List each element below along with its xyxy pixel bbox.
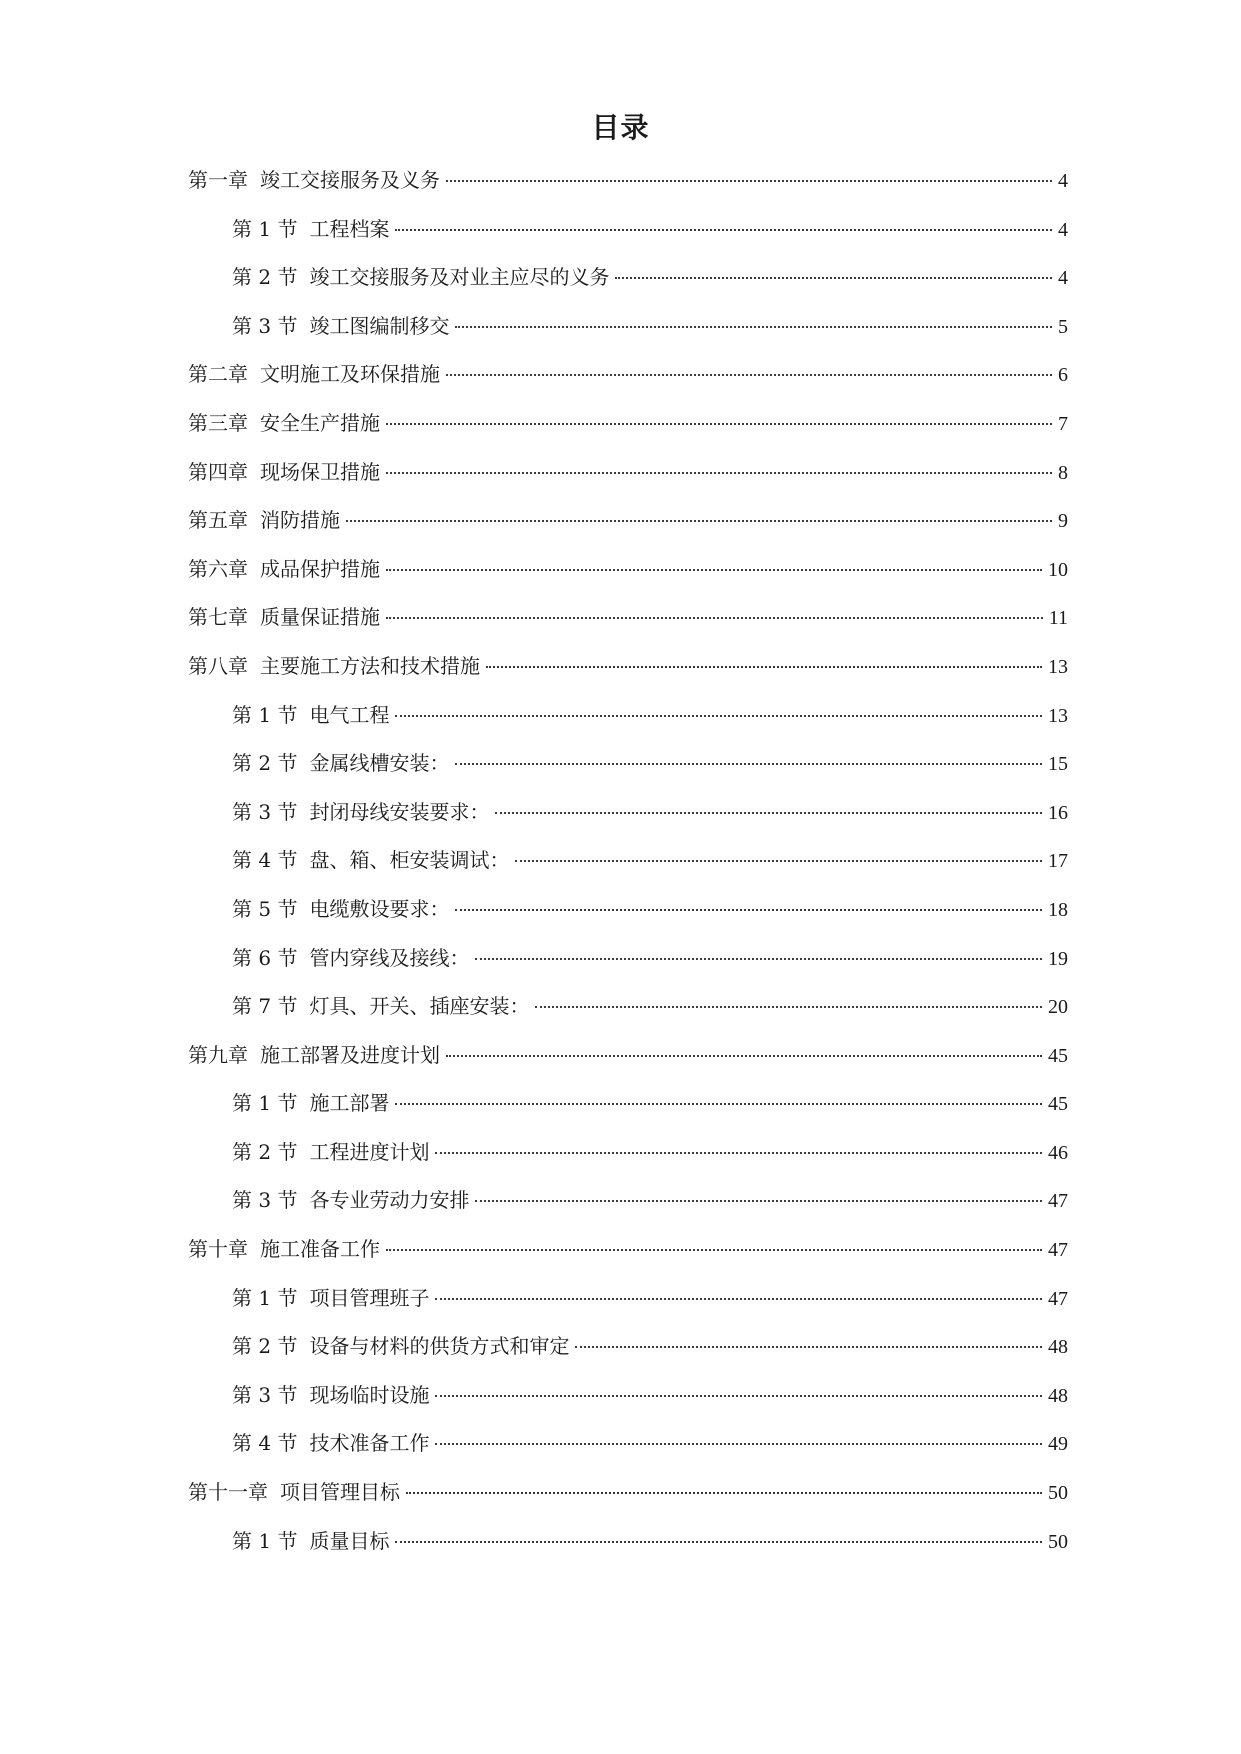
toc-entry-title: 安全生产措施: [260, 410, 380, 435]
dot-leader: [435, 1395, 1042, 1397]
dot-leader: [446, 374, 1052, 376]
toc-section-entry[interactable]: [188, 1429, 1068, 1478]
toc-entry-title: 管内穿线及接线：: [309, 945, 470, 970]
toc-entry-number: 第 2 节: [232, 265, 298, 290]
dot-leader: [395, 715, 1042, 717]
dot-leader: [455, 763, 1042, 765]
dot-leader: [346, 520, 1052, 522]
toc-entry-number: 第二章: [188, 362, 248, 387]
dot-leader: [515, 860, 1042, 862]
toc-entry-title: 施工部署: [309, 1091, 390, 1116]
dot-leader: [386, 472, 1052, 474]
toc-entry-title: 现场临时设施: [309, 1382, 430, 1407]
dot-leader: [455, 326, 1052, 328]
toc-entry-page-number: 13: [1048, 655, 1068, 678]
toc-entry-page-number: 47: [1048, 1239, 1068, 1262]
toc-entry-number: 第 1 节: [232, 1285, 298, 1310]
toc-chapter-entry[interactable]: [188, 506, 1068, 555]
dot-leader: [446, 180, 1052, 182]
toc-entry-page-number: 11: [1048, 607, 1068, 630]
dot-leader: [386, 617, 1043, 619]
toc-entry-title: 盘、箱、柜安装调试：: [309, 848, 510, 873]
toc-entry-number: 第 5 节: [232, 896, 298, 921]
toc-entry-page-number: 6: [1058, 364, 1068, 387]
toc-entry-number: 第 6 节: [232, 945, 298, 970]
toc-entry-number: 第 2 节: [232, 1139, 298, 1164]
toc-section-entry[interactable]: [188, 701, 1068, 750]
toc-entry-title: 消防措施: [260, 508, 340, 533]
toc-entry-number: 第五章: [188, 508, 248, 533]
toc-entry-number: 第 2 节: [232, 1334, 298, 1359]
toc-entry-number: 第 7 节: [232, 994, 298, 1019]
toc-entry-page-number: 48: [1048, 1384, 1068, 1407]
dot-leader: [395, 229, 1052, 231]
toc-entry-number: 第 1 节: [232, 702, 298, 727]
toc-entry-page-number: 4: [1058, 267, 1068, 290]
toc-entry-number: 第四章: [188, 459, 248, 484]
toc-entry-title: 项目管理班子: [309, 1285, 430, 1310]
toc-entry-title: 封闭母线安装要求：: [309, 799, 490, 824]
toc-entry-title: 金属线槽安装：: [309, 751, 450, 776]
toc-chapter-entry[interactable]: [188, 1478, 1068, 1527]
dot-leader: [615, 277, 1052, 279]
toc-section-entry[interactable]: [188, 1186, 1068, 1235]
dot-leader: [395, 1103, 1042, 1105]
toc-entry-number: 第 4 节: [232, 848, 298, 873]
dot-leader: [475, 1200, 1042, 1202]
toc-section-entry[interactable]: [188, 1089, 1068, 1138]
toc-entry-number: 第 3 节: [232, 313, 298, 338]
toc-section-entry[interactable]: [188, 992, 1068, 1041]
toc-section-entry[interactable]: [188, 846, 1068, 895]
toc-entry-page-number: 48: [1048, 1336, 1068, 1359]
toc-chapter-entry[interactable]: [188, 458, 1068, 507]
toc-entry-title: 设备与材料的供货方式和审定: [309, 1334, 570, 1359]
toc-entry-number: 第 2 节: [232, 751, 298, 776]
toc-entry-number: 第 3 节: [232, 1382, 298, 1407]
toc-chapter-entry[interactable]: [188, 1041, 1068, 1090]
dot-leader: [535, 1006, 1042, 1008]
toc-entry-title: 工程进度计划: [309, 1139, 430, 1164]
toc-section-entry[interactable]: [188, 1284, 1068, 1333]
dot-leader: [475, 958, 1042, 960]
toc-entry-page-number: 13: [1048, 704, 1068, 727]
toc-chapter-entry[interactable]: [188, 166, 1068, 215]
toc-entry-page-number: 47: [1048, 1287, 1068, 1310]
toc-section-entry[interactable]: [188, 215, 1068, 264]
toc-title: 目录: [591, 111, 650, 144]
dot-leader: [455, 909, 1042, 911]
toc-entry-title: 施工部署及进度计划: [260, 1042, 440, 1067]
toc-entry-page-number: 46: [1048, 1141, 1068, 1164]
toc-list: [188, 166, 1068, 1575]
toc-entry-title: 技术准备工作: [309, 1431, 430, 1456]
toc-entry-page-number: 5: [1058, 315, 1068, 338]
toc-entry-title: 工程档案: [309, 216, 390, 241]
dot-leader: [406, 1492, 1042, 1494]
toc-entry-number: 第 3 节: [232, 799, 298, 824]
toc-entry-page-number: 20: [1048, 996, 1068, 1019]
toc-entry-title: 项目管理目标: [280, 1480, 400, 1505]
toc-entry-title: 电气工程: [309, 702, 390, 727]
toc-entry-number: 第 3 节: [232, 1188, 298, 1213]
dot-leader: [386, 569, 1042, 571]
toc-entry-title: 灯具、开关、插座安装：: [309, 994, 530, 1019]
toc-section-entry[interactable]: [188, 1527, 1068, 1576]
dot-leader: [446, 1055, 1042, 1057]
toc-section-entry[interactable]: [188, 1138, 1068, 1187]
toc-entry-page-number: 50: [1048, 1482, 1068, 1505]
toc-entry-title: 主要施工方法和技术措施: [260, 653, 480, 678]
toc-entry-title: 竣工图编制移交: [309, 313, 450, 338]
toc-entry-title: 竣工交接服务及义务: [260, 168, 440, 192]
toc-section-entry[interactable]: [188, 1381, 1068, 1430]
toc-chapter-entry[interactable]: [188, 360, 1068, 409]
dot-leader: [495, 812, 1042, 814]
toc-entry-page-number: 7: [1058, 412, 1068, 435]
toc-entry-title: 现场保卫措施: [260, 459, 380, 484]
toc-chapter-entry[interactable]: [188, 1235, 1068, 1284]
toc-entry-page-number: 9: [1058, 510, 1068, 533]
toc-entry-page-number: 49: [1048, 1433, 1068, 1456]
toc-section-entry[interactable]: [188, 895, 1068, 944]
toc-entry-page-number: 18: [1048, 898, 1068, 921]
toc-entry-page-number: 19: [1048, 947, 1068, 970]
toc-entry-number: 第七章: [188, 605, 248, 630]
toc-entry-title: 电缆敷设要求：: [309, 896, 450, 921]
toc-entry-number: 第三章: [188, 410, 248, 435]
toc-entry-title: 施工准备工作: [260, 1237, 380, 1262]
toc-entry-page-number: 47: [1048, 1190, 1068, 1213]
toc-entry-title: 各专业劳动力安排: [309, 1188, 470, 1213]
dot-leader: [386, 423, 1052, 425]
toc-entry-page-number: 10: [1048, 558, 1068, 581]
toc-section-entry[interactable]: [188, 312, 1068, 361]
toc-entry-page-number: 15: [1048, 753, 1068, 776]
dot-leader: [435, 1443, 1042, 1445]
toc-entry-page-number: 16: [1048, 801, 1068, 824]
toc-entry-number: 第 4 节: [232, 1431, 298, 1456]
toc-chapter-entry[interactable]: [188, 409, 1068, 458]
toc-entry-number: 第十一章: [188, 1480, 268, 1505]
toc-entry-page-number: 17: [1048, 850, 1068, 873]
toc-entry-page-number: 8: [1058, 461, 1068, 484]
toc-section-entry[interactable]: [188, 263, 1068, 312]
toc-entry-title: 竣工交接服务及对业主应尽的义务: [309, 265, 610, 290]
dot-leader: [575, 1346, 1042, 1348]
toc-entry-number: 第 1 节: [232, 1091, 298, 1116]
toc-entry-page-number: 45: [1048, 1093, 1068, 1116]
dot-leader: [386, 1249, 1042, 1251]
toc-chapter-entry[interactable]: [188, 652, 1068, 701]
toc-chapter-entry[interactable]: [188, 555, 1068, 604]
toc-section-entry[interactable]: [188, 798, 1068, 847]
toc-section-entry[interactable]: [188, 749, 1068, 798]
toc-entry-title: 成品保护措施: [260, 556, 380, 581]
toc-entry-page-number: 4: [1058, 170, 1068, 192]
dot-leader: [435, 1298, 1042, 1300]
toc-entry-title: 质量目标: [309, 1528, 390, 1553]
toc-section-entry[interactable]: [188, 1332, 1068, 1381]
toc-entry-page-number: 4: [1058, 218, 1068, 241]
toc-entry-number: 第一章: [188, 168, 248, 192]
dot-leader: [435, 1152, 1042, 1154]
toc-chapter-entry[interactable]: [188, 603, 1068, 652]
toc-entry-number: 第六章: [188, 556, 248, 581]
toc-entry-number: 第八章: [188, 653, 248, 678]
dot-leader: [486, 666, 1042, 668]
toc-entry-page-number: 45: [1048, 1044, 1068, 1067]
toc-entry-title: 文明施工及环保措施: [260, 362, 440, 387]
toc-entry-title: 质量保证措施: [260, 605, 380, 630]
toc-entry-number: 第 1 节: [232, 216, 298, 241]
toc-entry-number: 第十章: [188, 1237, 248, 1262]
toc-entry-number: 第九章: [188, 1042, 248, 1067]
toc-entry-number: 第 1 节: [232, 1528, 298, 1553]
toc-section-entry[interactable]: [188, 944, 1068, 993]
toc-entry-page-number: 50: [1048, 1530, 1068, 1553]
dot-leader: [395, 1541, 1042, 1543]
